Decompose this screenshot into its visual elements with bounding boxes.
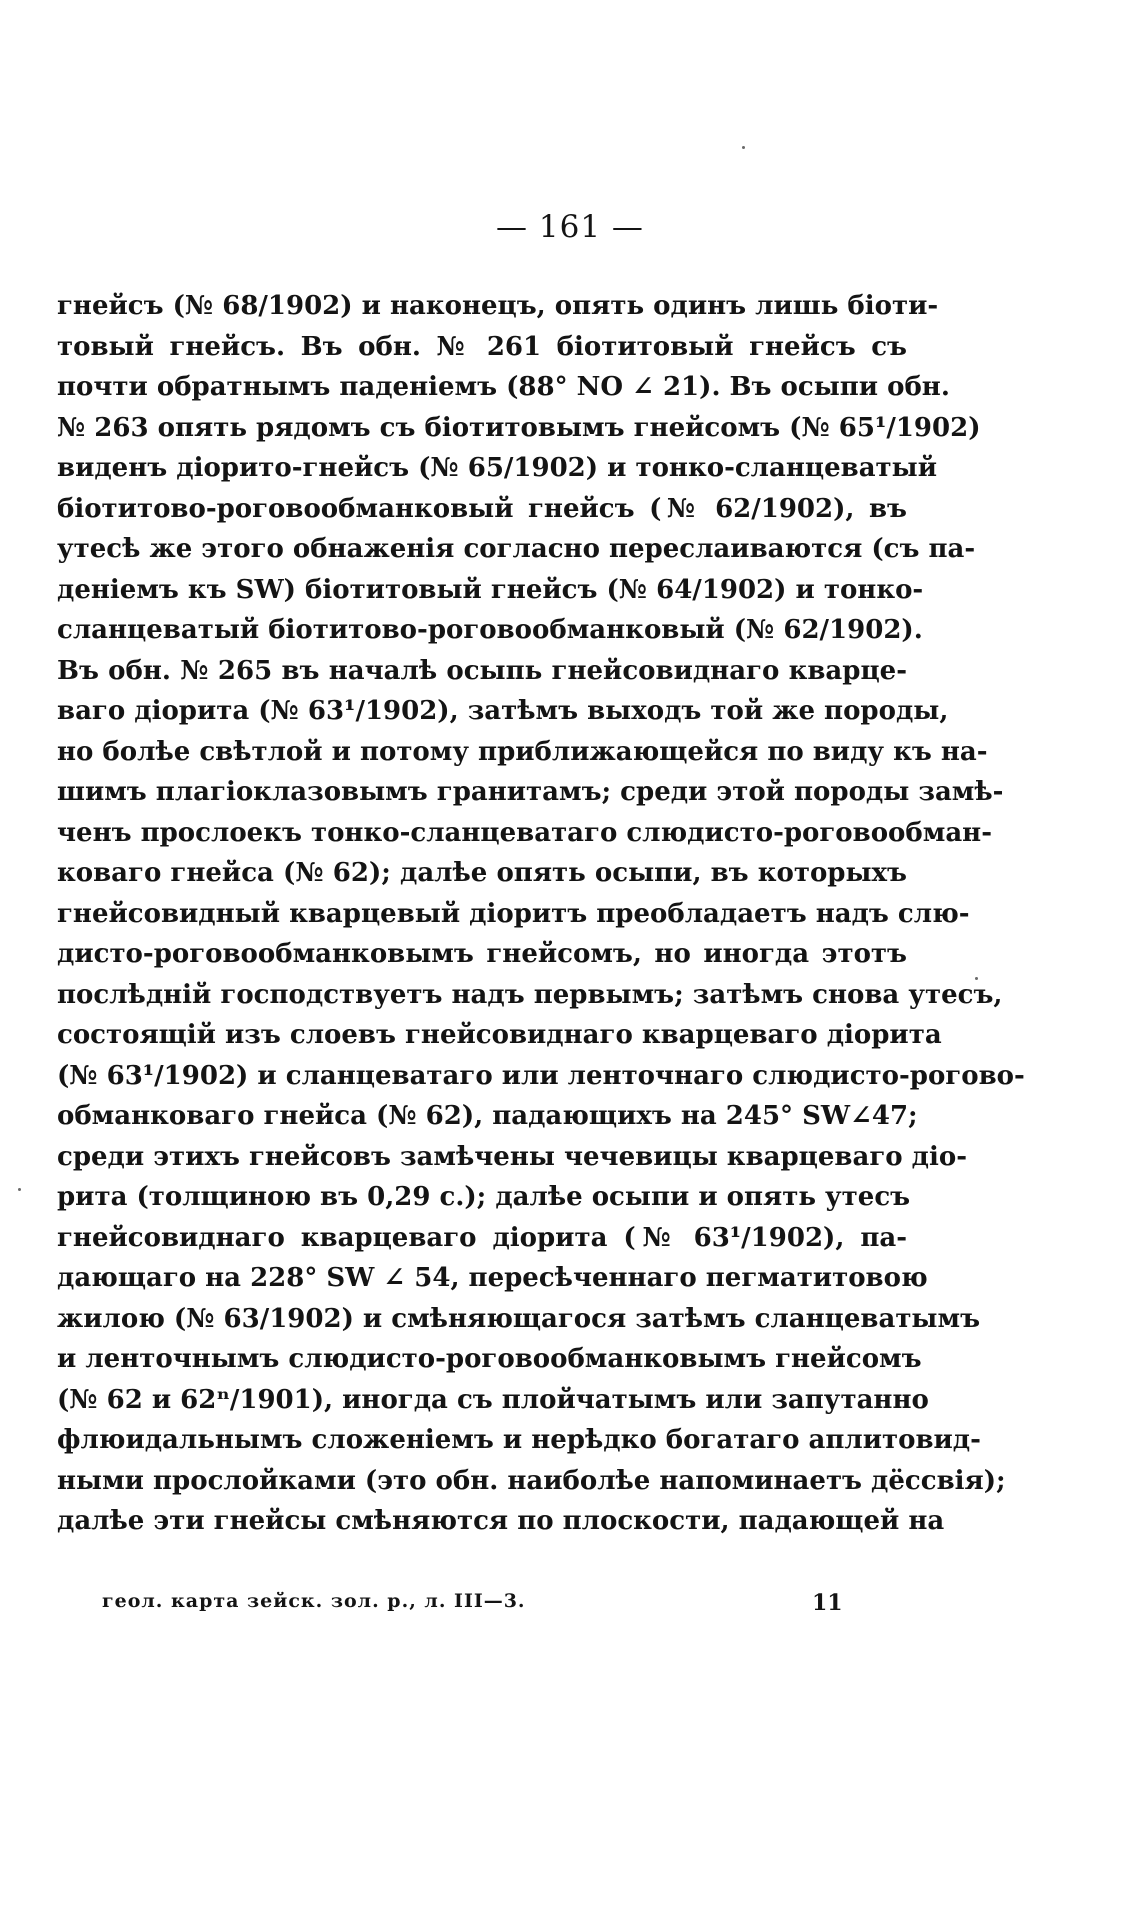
text-line: обманковаго гнейса (№ 62), падающихъ на 245° SW∠47; (57, 1101, 918, 1131)
text-line: но болѣе свѣтлой и потому приближающейся по виду къ на- (57, 736, 988, 767)
body-text (57, 286, 1025, 1542)
text-line: виденъ діорито-гнейсъ (№ 65/1902) и тонко-сланцеватый (57, 453, 938, 483)
text-line: дающаго на 228° SW ∠ 54, пересѣченнаго пегматитовою (57, 1263, 928, 1293)
text-line: шимъ плагіоклазовымъ гранитамъ; среди этой породы замѣ- (57, 777, 1004, 807)
text-line: (№ 62 и 62ⁿ/1901), иногда съ плойчатымъ или запутанно (57, 1384, 929, 1415)
text-line: деніемъ къ SW) біотитовый гнейсъ (№ 64/1902) и тонко- (57, 574, 924, 605)
text-line: гнейсъ (№ 68/1902) и наконецъ, опять одинъ лишь біоти- (57, 291, 939, 321)
footer-signature: геол. карта зейск. зол. р., л. III—3. (102, 1590, 526, 1612)
text-line: состоящій изъ слоевъ гнейсовиднаго кварцеваго діорита (57, 1020, 942, 1050)
scan-speck (18, 1188, 21, 1191)
text-line: гнейсовидный кварцевый діоритъ преобладаетъ надъ слю- (57, 898, 970, 929)
footer-sheet-number: 11 (812, 1590, 843, 1616)
text-line: № 263 опять рядомъ съ біотитовымъ гнейсомъ (№ 65¹/1902) (57, 412, 981, 443)
text-line: біотитово-роговообманковый гнейсъ (№ 62/1902), въ (57, 493, 907, 524)
text-line: Въ обн. № 265 въ началѣ осыпь гнейсовиднаго кварце- (57, 655, 907, 686)
text-line: дисто-роговообманковымъ гнейсомъ, но иногда этотъ (57, 939, 907, 969)
text-line: жилою (№ 63/1902) и смѣняющагося затѣмъ сланцеватымъ (57, 1303, 981, 1334)
scan-speck (742, 146, 745, 149)
text-line: среди этихъ гнейсовъ замѣчены чечевицы кварцеваго діо- (57, 1141, 967, 1172)
text-line: рита (толщиною въ 0,29 с.); далѣе осыпи и опять утесъ (57, 1182, 911, 1212)
text-line: почти обратнымъ паденіемъ (88° NO ∠ 21). Въ осыпи обн. (57, 372, 950, 402)
page-footer (57, 1590, 907, 1624)
text-line: сланцеватый біотитово-роговообманковый (№ 62/1902). (57, 615, 923, 645)
text-line: коваго гнейса (№ 62); далѣе опять осыпи, въ которыхъ (57, 858, 907, 888)
text-line: далѣе эти гнейсы смѣняются по плоскости, падающей на (57, 1506, 945, 1536)
text-line: утесѣ же этого обнаженія согласно переслаиваются (съ па- (57, 534, 976, 564)
text-line: ваго діорита (№ 63¹/1902), затѣмъ выходъ той же породы, (57, 696, 949, 726)
text-line: флюидальнымъ сложеніемъ и нерѣдко богатаго аплитовид- (57, 1425, 981, 1455)
page-number: — 161 — (496, 209, 644, 245)
text-line: и ленточнымъ слюдисто-роговообманковымъ гнейсомъ (57, 1344, 922, 1374)
text-line: товый гнейсъ. Въ обн. № 261 біотитовый гнейсъ съ (57, 331, 907, 362)
text-line: (№ 63¹/1902) и сланцеватаго или ленточнаго слюдисто-рогово- (57, 1060, 1025, 1091)
scan-speck (975, 977, 978, 980)
text-line: ными прослойками (это обн. наиболѣе напоминаетъ дёссвія); (57, 1465, 1006, 1496)
text-line: гнейсовиднаго кварцеваго діорита (№ 63¹/1902), па- (57, 1222, 907, 1253)
text-line: послѣдній господствуетъ надъ первымъ; затѣмъ снова утесъ, (57, 979, 1003, 1010)
text-line: ченъ прослоекъ тонко-сланцеватаго слюдисто-роговообман- (57, 817, 992, 848)
